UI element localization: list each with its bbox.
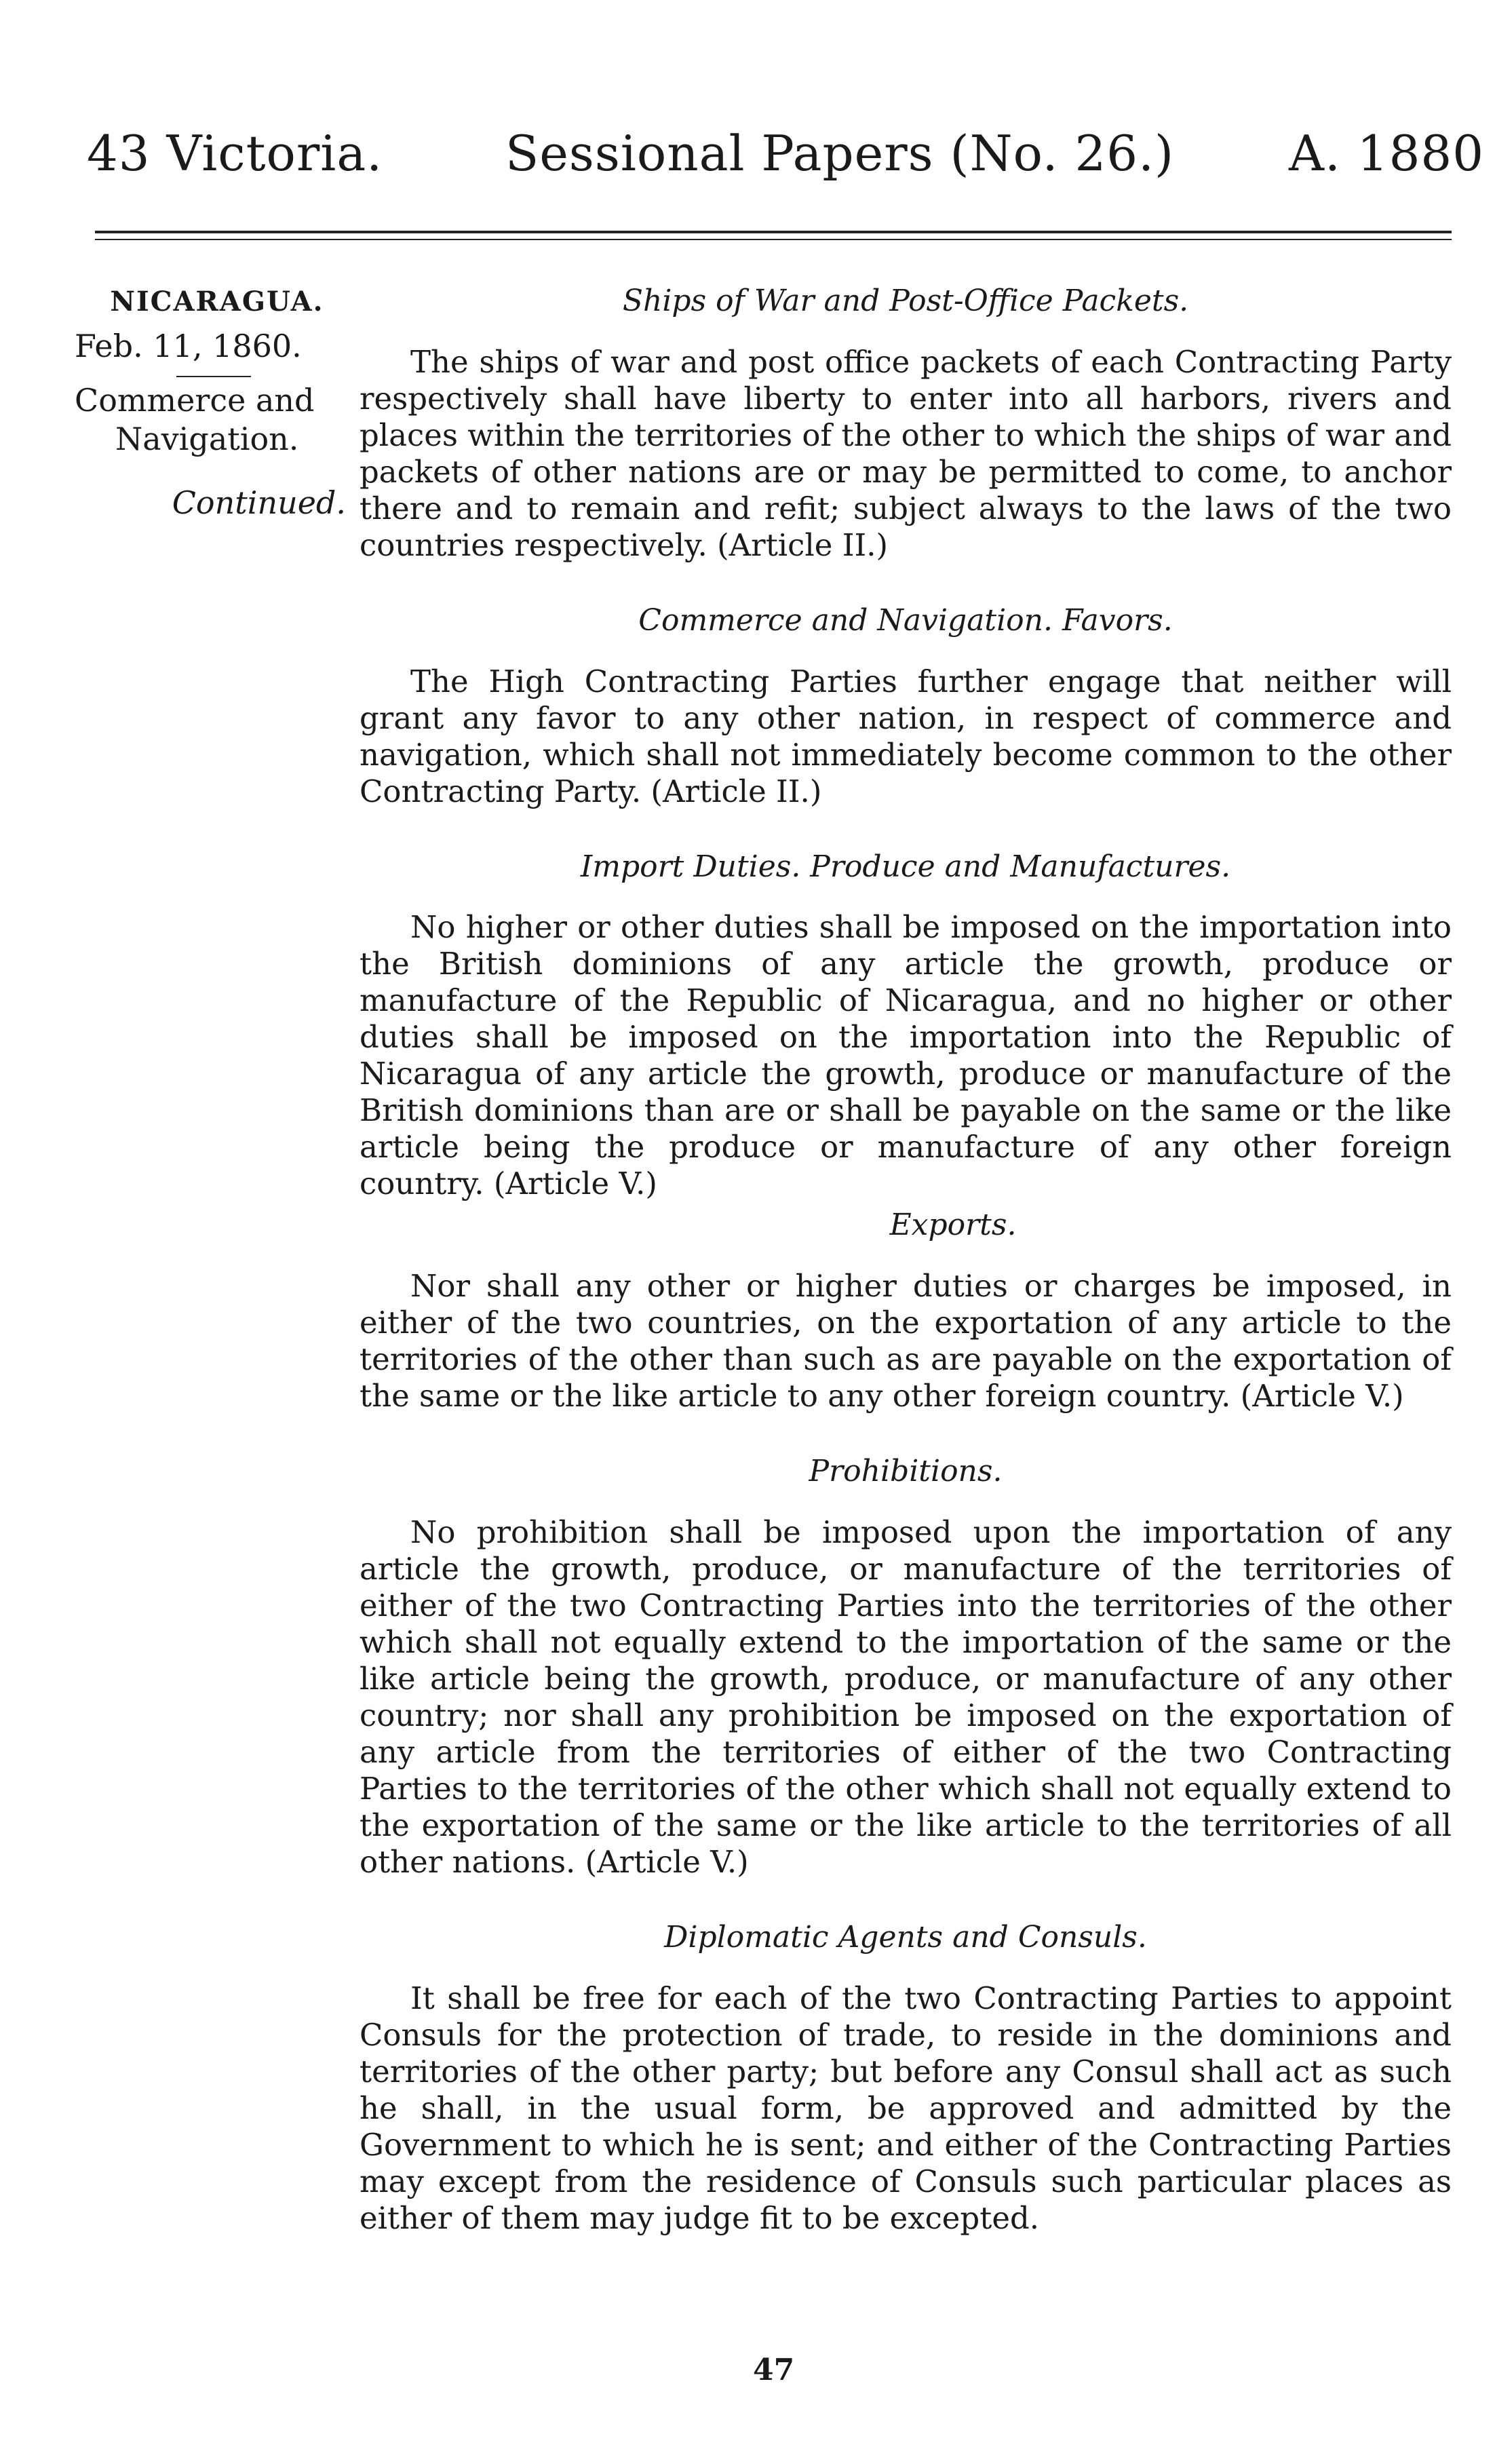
page-number: 47 [753,2353,795,2387]
margin-note [75,285,360,522]
section-heading: Exports. [889,1208,1017,1243]
section-heading: Diplomatic Agents and Consuls. [664,1919,1147,1955]
section-heading: Commerce and Navigation. Favors. [638,602,1173,638]
section-heading: Ships of War and Post-Office Packets. [622,284,1189,318]
margin-subject-2: Navigation. [115,421,299,457]
section-heading: Import Duties. Produce and Manufactures. [580,849,1231,884]
margin-continued: Continued. [172,484,346,521]
section-paragraph: No higher or other duties shall be imposed on the importation into the British dominions of any article the growth, produce or manufacture of the Republic of Nicaragua, and no higher or other duties shall be imposed on the importation into the Republic of Nicaragua of any article the growth, produce or manufacture of the British dominions than are or shall be payable on the same or the like article being the produce or manufacture of any other foreign country. (Article V.) [360,909,1452,1202]
header-title: Sessional Papers (No. 26.) [505,125,1175,182]
header-rule [95,231,1452,233]
section-paragraph: No prohibition shall be imposed upon the importation of any article the growth, produce, or manufacture of the territories of either of the two Contracting Parties into the territories of the other which shall not equally extend to the importation of the same or the like article being the growth, produce, or manufacture of any other country; nor shall any prohibition be imposed on the exportation of any article from the territories of either of the two Contracting Parties to the territories of the other which shall not equally extend to the exportation of the same or the like article to the territories of all other nations. (Article V.) [360,1514,1452,1880]
section-paragraph: Nor shall any other or higher duties or charges be imposed, in either of the two countries, on the exportation of any article to the territories of the other than such as are payable on the exportation of the same or the like article to any other foreign country. (Article V.) [360,1268,1452,1414]
header-session: 43 Victoria. [87,125,383,182]
margin-dash [176,376,251,377]
margin-date: Feb. 11, 1860. [75,328,302,364]
margin-subject-1: Commerce and [75,381,315,419]
header-rule-thin [95,239,1452,240]
margin-country: NICARAGUA. [110,286,324,317]
header-year: A. 1880 [1289,125,1485,182]
body-text [360,284,1452,2237]
section-paragraph: The ships of war and post office packets of each Contracting Party respectively shall have liberty to enter into all harbors, rivers and places within the territories of the other to which the ships of war and packets of other nations are or may be permitted to come, to anchor there and to remain and refit; subject always to the laws of the two countries respectively. (Article II.) [360,343,1452,563]
section-heading: Prohibitions. [809,1454,1003,1489]
section-paragraph: The High Contracting Parties further engage that neither will grant any favor to any other nation, in respect of commerce and navigation, which shall not immediately become common to the other Contracting Party. (Article II.) [360,663,1452,809]
section-paragraph: It shall be free for each of the two Contracting Parties to appoint Consuls for the protection of trade, to reside in the dominions and territories of the other party; but before any Consul shall act as such he shall, in the usual form, be approved and admitted by the Government to which he is sent; and either of the Contracting Parties may except from the residence of Consuls such particular places as either of them may judge fit to be excepted. [360,1980,1452,2236]
